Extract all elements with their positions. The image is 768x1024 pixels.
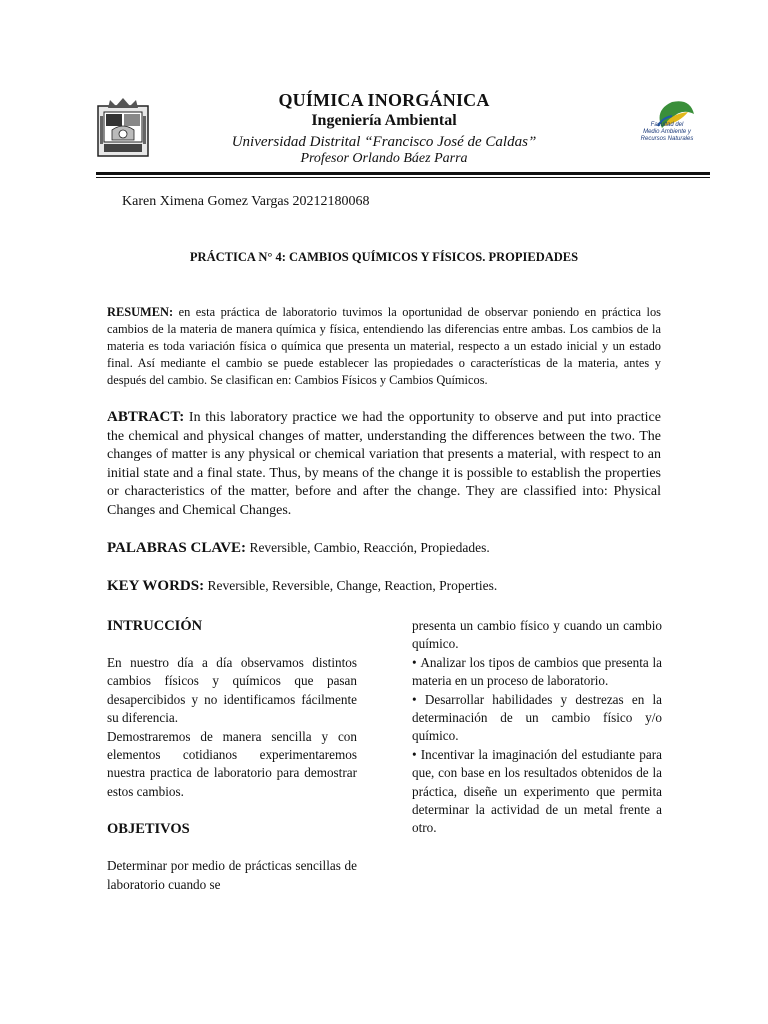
professor-name: Profesor Orlando Báez Parra <box>300 151 468 166</box>
objetivos-paragraph: Determinar por medio de prácticas sencillas de laboratorio cuando se <box>107 858 357 892</box>
left-column <box>107 616 357 894</box>
objetivo-bullet-2: • Desarrollar habilidades y destrezas en la determinación de un cambio físico y/o químico. <box>412 691 662 746</box>
resumen-label: RESUMEN: <box>107 305 174 319</box>
key-words-label: KEY WORDS: <box>107 578 205 594</box>
introduccion-heading: INTRUCCIÓN <box>107 618 203 634</box>
resumen-paragraph <box>107 304 661 389</box>
document-header <box>0 0 768 180</box>
program-name: Ingeniería Ambiental <box>311 112 457 129</box>
university-name: Universidad Distrital “Francisco José de Caldas” <box>231 134 537 150</box>
resumen-text: en esta práctica de laboratorio tuvimos la oportunidad de observar poniendo en práctica los cambios de la materia de manera química y física, entendiendo las diferencias entre ambas. Los cambios de la materia es toda variación física o química que presenta un material, respecto a un estado inicial y un estado final. Así mediante el cambio se puede establecer las propiedades o características de la materia, antes y después del cambio. Se clasifican en: Cambios Físicos y Cambios Químicos. <box>107 305 661 387</box>
header-rule-thick <box>96 172 710 175</box>
faculty-logo <box>632 100 702 154</box>
objetivo-bullet-3: • Incentivar la imaginación del estudiante para que, con base en los resultados obtenidos de la práctica, diseñe un experimento que permita determinar la actividad de un metal frente a otro. <box>412 746 662 838</box>
abstract-text: In this laboratory practice we had the opportunity to observe and put into practice the chemical and physical changes of matter, understanding the differences between the two. The changes of matter is any physical or chemical variation that presents a material, with respect to an initial state and a final state. Thus, by means of the change it is possible to establish the properties or characteristics of the matter, before and after the change. They are classified into: Physical Changes and Chemical Changes. <box>107 410 661 518</box>
introduccion-paragraph-2: Demostraremos de manera sencilla y con elementos cotidianos experimentaremos nuestra practica de laboratorio para demostrar estos cambios. <box>107 728 357 799</box>
objetivos-heading: OBJETIVOS <box>107 821 190 838</box>
abstract-paragraph <box>107 408 661 520</box>
palabras-clave-line <box>107 540 661 557</box>
faculty-logo-line-3: Recursos Naturales <box>640 136 694 142</box>
key-words-line <box>107 578 661 595</box>
right-column <box>412 617 662 838</box>
faculty-logo-line-2: Medio Ambiente y <box>643 129 691 135</box>
objetivo-bullet-1: • Analizar los tipos de cambios que presenta la materia en un proceso de laboratorio. <box>412 654 662 691</box>
practice-title: PRÁCTICA N° 4: CAMBIOS QUÍMICOS Y FÍSICOS. PROPIEDADES <box>189 250 579 264</box>
introduccion-paragraph-1: En nuestro día a día observamos distintos cambios físicos y químicos que pasan desapercibidos y no identificamos fácilmente su diferencia. <box>107 655 357 726</box>
key-words-text: Reversible, Reversible, Change, Reaction, Properties. <box>204 578 498 593</box>
faculty-logo-line-1: Facultad del <box>650 122 684 128</box>
author-line: Karen Ximena Gomez Vargas 20212180068 <box>122 194 370 209</box>
header-rule-thin <box>96 177 710 178</box>
abstract-label: ABTRACT: <box>107 409 185 425</box>
palabras-clave-label: PALABRAS CLAVE: <box>107 540 247 556</box>
objetivos-paragraph-continued: presenta un cambio físico y cuando un cambio químico. <box>412 618 662 652</box>
palabras-clave-text: Reversible, Cambio, Reacción, Propiedades. <box>246 540 490 555</box>
course-title: QUÍMICA INORGÁNICA <box>278 90 490 110</box>
